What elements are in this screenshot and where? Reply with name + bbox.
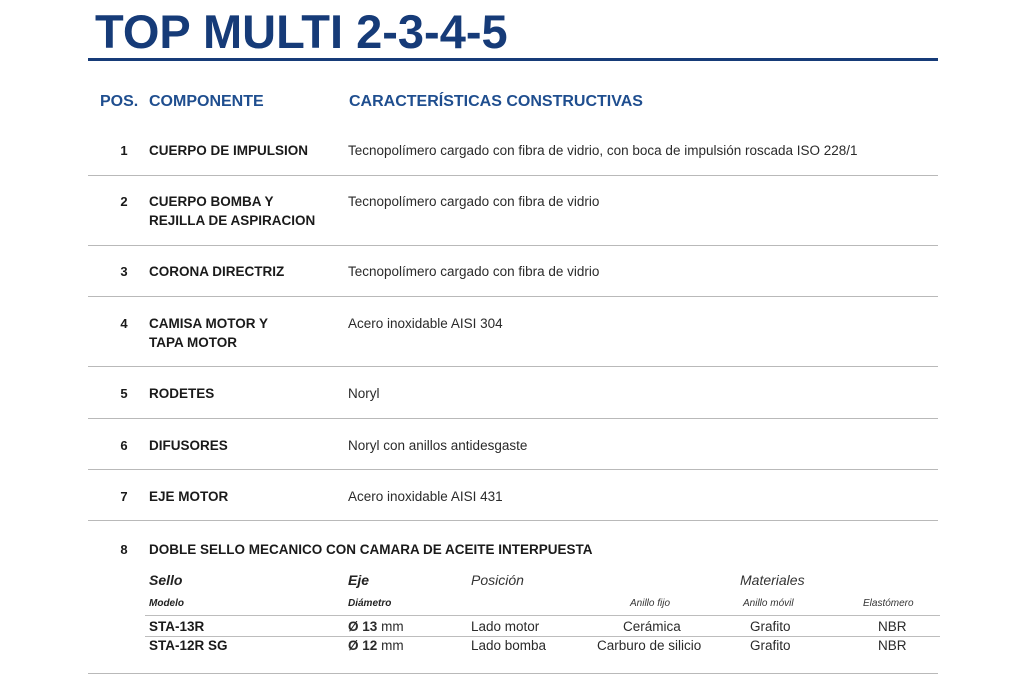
row-pos: 3 [120, 264, 128, 279]
seal-sub-anillo-fijo: Anillo fijo [630, 598, 671, 609]
row-characteristics: Tecnopolímero cargado con fibra de vidrio [348, 194, 600, 209]
seal-title: DOBLE SELLO MECANICO CON CAMARA DE ACEITE INTERPUESTA [149, 542, 593, 557]
diameter-unit: mm [381, 638, 404, 653]
row-component-line2: TAPA MOTOR [149, 335, 237, 350]
row-pos: 7 [120, 489, 128, 504]
row-divider [88, 245, 938, 246]
row-component-line2: REJILLA DE ASPIRACION [149, 213, 316, 228]
row-component [149, 436, 339, 455]
row-characteristics: Noryl [348, 386, 380, 401]
row-component [149, 314, 339, 352]
row-component-line1: EJE MOTOR [149, 489, 229, 504]
row-divider [88, 296, 938, 297]
header-component: COMPONENTE [149, 93, 264, 110]
header-pos: POS. [100, 93, 139, 110]
seal-sub-modelo: Modelo [149, 598, 184, 609]
seal-sub-anillo-movil: Anillo móvil [743, 598, 794, 609]
row-characteristics: Noryl con anillos antidesgaste [348, 438, 528, 453]
seal-diametro [348, 618, 404, 636]
row-characteristics: Acero inoxidable AISI 431 [348, 489, 503, 504]
title-underline [88, 58, 938, 61]
row-divider [88, 366, 938, 367]
row-characteristics: Tecnopolímero cargado con fibra de vidrio, con boca de impulsión roscada ISO 228/1 [348, 143, 858, 158]
row-pos: 1 [120, 143, 128, 158]
seal-sub-elastomero: Elastómero [863, 598, 914, 609]
row-pos: 2 [120, 194, 128, 209]
seal-sub-diametro: Diámetro [348, 598, 392, 609]
seal-header-eje: Eje [348, 572, 370, 588]
page-title: TOP MULTI 2-3-4-5 [95, 5, 508, 58]
row-pos: 4 [120, 316, 128, 331]
seal-header-posicion: Posición [471, 572, 524, 588]
diameter-symbol: Ø [348, 619, 359, 634]
row-characteristics: Tecnopolímero cargado con fibra de vidrio [348, 264, 600, 279]
row-component-line1: CORONA DIRECTRIZ [149, 264, 285, 279]
diameter-symbol: Ø [348, 638, 359, 653]
row-component [149, 384, 339, 403]
seal-posicion: Lado motor [471, 619, 540, 634]
row-component-line1: RODETES [149, 386, 215, 401]
seal-anillo-movil: Grafito [750, 638, 791, 653]
header-characteristics: CARACTERÍSTICAS CONSTRUCTIVAS [349, 93, 643, 110]
bottom-divider [88, 673, 938, 674]
seal-modelo: STA-13R [149, 619, 205, 634]
seal-elastomero: NBR [878, 619, 907, 634]
seal-elastomero: NBR [878, 638, 907, 653]
row-component-line1: CAMISA MOTOR Y [149, 316, 269, 331]
diameter-value: 12 [362, 638, 378, 653]
seal-anillo-movil: Grafito [750, 619, 791, 634]
seal-posicion: Lado bomba [471, 638, 547, 653]
row-divider [88, 469, 938, 470]
row-divider [88, 175, 938, 176]
seal-diametro [348, 637, 404, 655]
row-component [149, 487, 339, 506]
row-characteristics: Acero inoxidable AISI 304 [348, 316, 503, 331]
diameter-value: 13 [362, 619, 378, 634]
row-pos: 8 [120, 542, 128, 557]
row-divider [88, 418, 938, 419]
seal-modelo: STA-12R SG [149, 638, 228, 653]
row-component-line1: CUERPO DE IMPULSION [149, 143, 309, 158]
row-divider [88, 520, 938, 521]
row-pos: 6 [120, 438, 128, 453]
row-component [149, 192, 339, 230]
row-pos: 5 [120, 386, 128, 401]
seal-divider [145, 615, 940, 616]
row-component-line1: CUERPO BOMBA Y [149, 194, 274, 209]
seal-anillo-fijo: Cerámica [623, 619, 681, 634]
row-component-line1: DIFUSORES [149, 438, 228, 453]
row-component [149, 262, 339, 281]
seal-header-sello: Sello [149, 572, 183, 588]
row-component [149, 141, 339, 160]
seal-header-materiales: Materiales [740, 572, 805, 588]
seal-anillo-fijo: Carburo de silicio [597, 638, 702, 653]
diameter-unit: mm [381, 619, 404, 634]
